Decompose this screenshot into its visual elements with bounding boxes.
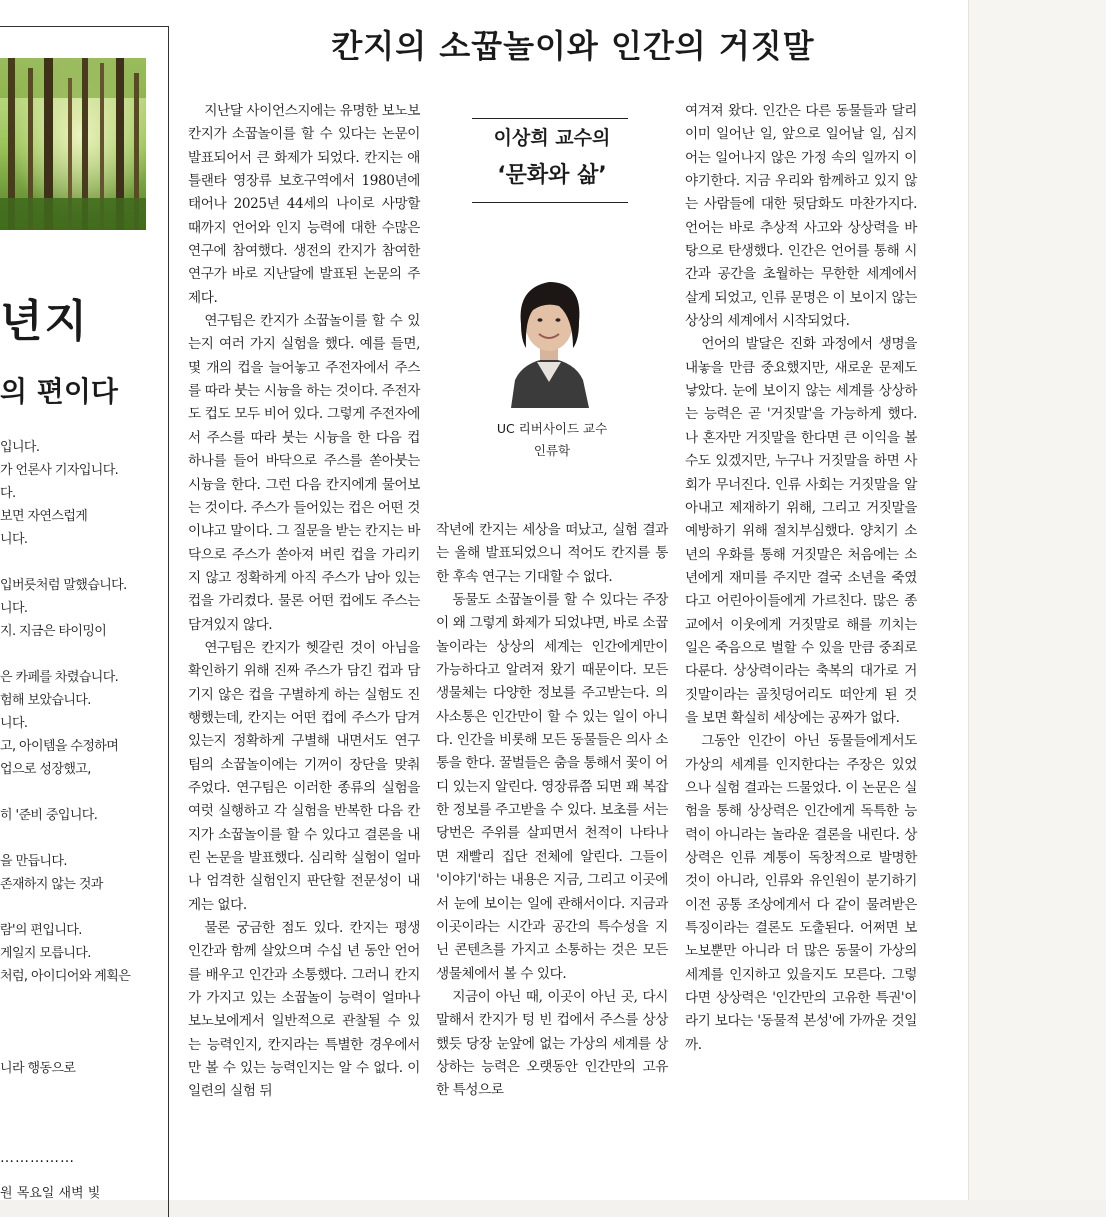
paragraph: 동물도 소꿉놀이를 할 수 있다는 주장이 왜 그렇게 화제가 되었냐면, 바로 소꿉놀이라는 상상의 세계는 인간에게만이 가능하다고 알려져 왔기 때문이다. 모든 생물체는 다양한 정보를 주고받는다. 의사소통은 인간만이 할 수 있는 일이 아니다. 인간을 비롯해 모든 동물들은 의사 소통을 한다. 꿀벌들은 춤을 통해서 꽃이 어디 있는지 알린다. 영장류쯤 되면 꽤 복잡한 정보를 주고받을 수 있다. 보초를 서는 당번은 주위를 살피면서 천적이 나타나면 재빨리 집단 전체에 알린다. 그들이 '이야기'하는 내용은 지금, 그리고 이곳에서 눈에 보이는 일에 관해서이다. 지금과 이곳이라는 시간과 공간의 특수성을 지닌 콘텐츠를 가지고 소통하는 것은 모든 생물체에서 볼 수 있다.	[436, 592, 668, 982]
neighbor-line: 다.	[0, 486, 16, 501]
neighbor-line: 존재하지 않는 것과	[0, 877, 103, 892]
forest-photo	[0, 58, 146, 230]
neighbor-body	[0, 436, 168, 1080]
neighbor-line: 가 언론사 기자입니다.	[0, 463, 119, 478]
neighbor-line	[0, 827, 168, 850]
article-column-2	[436, 519, 668, 1103]
neighbor-line: 처럼, 아이디어와 계획은	[0, 969, 131, 984]
caption-field: 인류학	[533, 443, 571, 458]
page-margin	[968, 0, 1106, 1200]
neighbor-line: 히 '준비 중입니다.	[0, 808, 98, 823]
paragraph: 지금이 아닌 때, 이곳이 아닌 곳, 다시 말해서 칸지가 텅 빈 컵에서 주스를 상상했듯 당장 눈앞에 없는 가상의 세계를 상상하는 능력은 오랫동안 인간만의 고유한 특성으로	[436, 988, 668, 1099]
caption-affiliation: UC 리버사이드 교수	[496, 421, 608, 436]
neighbor-line: 람'의 편입니다.	[0, 923, 82, 938]
neighbor-line: 니다.	[0, 601, 28, 616]
neighbor-line: 은 카페를 차렸습니다.	[0, 670, 119, 685]
header-rule-top	[472, 118, 628, 119]
neighbor-dotted-separator: ……………	[0, 1150, 75, 1166]
neighbor-footer-line: 원 목요일 새벽 빛	[0, 1186, 101, 1201]
portrait-caption	[436, 418, 668, 462]
neighbor-line: 입버릇처럼 말했습니다.	[0, 578, 127, 593]
paragraph: 작년에 칸지는 세상을 떠났고, 실험 결과는 올해 발표되었으니 적어도 칸지를 통한 후속 연구는 기대할 수 없다.	[436, 522, 668, 585]
neighbor-line: 을 만듭니다.	[0, 854, 67, 869]
neighbor-line: 보면 자연스럽게	[0, 509, 88, 524]
article-column-3	[685, 100, 917, 1057]
neighbor-line: 업으로 성장했고,	[0, 762, 91, 777]
neighbor-line	[0, 551, 168, 574]
paragraph: 연구팀은 칸지가 소꿉놀이를 할 수 있는지 여러 가지 실험을 했다. 예를 들면, 몇 개의 컵을 늘어놓고 주전자에서 주스를 따라 붓는 시늉을 하는 것이다. 주전자도 컵도 모두 비어 있다. 그렇게 주전자에서 주스를 따라 붓는 시늉을 한 다음 컵 하나를 들어 바닥으로 주스를 쏟아붓는 시늉을 한다. 그런 다음 칸지에게 물어보는 것이다. 주스가 들어있는 컵은 어떤 것이냐고 말이다. 그 질문을 받는 칸지는 바닥으로 주스가 쏟아져 버린 컵을 가리키지 않고 정확하게 아직 주스가 남아 있는 컵을 가리켰다. 물론 어떤 컵에도 주스는 담겨있지 않다.	[188, 313, 420, 633]
neighbor-line	[0, 643, 168, 666]
paragraph: 연구팀은 칸지가 헷갈린 것이 아님을 확인하기 위해 진짜 주스가 담긴 컵과 담기지 않은 컵을 구별하게 하는 실험도 진행했는데, 칸지는 어떤 컵에 주스가 담겨있는지 정확하게 구별해 내면서도 연구팀의 소꿉놀이에는 기꺼이 장단을 맞춰주었다. 연구팀은 이러한 종류의 실험을 여럿 실행하고 각 실험을 반복한 다음 칸지가 소꿉놀이를 할 수 있다고 결론을 내린 논문을 발표했다. 심리학 실험이 얼마나 엄격한 실험인지 판단할 전문성이 내게는 없다.	[188, 639, 420, 913]
neighbor-line: 니라 행동으로	[0, 1061, 76, 1076]
neighbor-line	[0, 1034, 168, 1057]
series-author: 이상희 교수의	[493, 127, 611, 149]
paragraph: 물론 궁금한 점도 있다. 칸지는 평생 인간과 함께 살았으며 수십 년 동안 언어를 배우고 인간과 소통했다. 그러니 칸지가 가지고 있는 소꿉놀이 능력이 얼마나 보노보에게서 일반적으로 관찰될 수 있는 능력인지, 칸지라는 특별한 경우에서만 볼 수 있는 능력인지는 알 수 없다. 이 일련의 실험 뒤	[188, 920, 420, 1100]
paragraph: 여겨져 왔다. 인간은 다른 동물들과 달리 이미 일어난 일, 앞으로 일어날 일, 심지어는 일어나지 않은 가정 속의 일까지 이야기한다. 지금 우리와 함께하고 있지 않는 사람들에 대한 뒷담화도 마찬가지다. 언어는 바로 추상적 사고와 상상력을 바탕으로 탄생했다. 인간은 언어를 통해 시간과 공간을 초월하는 무한한 세계에서 살게 되었고, 인류 문명은 이 보이지 않는 상상의 세계에서 시작되었다.	[685, 103, 917, 330]
neighbor-line: 게일지 모릅니다.	[0, 946, 91, 961]
neighbor-line	[0, 1011, 168, 1034]
neighbor-subhead: 의 편이다	[0, 375, 118, 408]
neighbor-line: 지. 지금은 타이밍이	[0, 624, 107, 639]
neighbor-headline: 년지	[0, 296, 90, 347]
paragraph: 그동안 인간이 아닌 동물들에게서도 가상의 세계를 인지한다는 주장은 있었으나 실험 결과는 드물었다. 이 논문은 실험을 통해 상상력은 인간에게 독특한 능력이 아니라는 놀라운 결론을 내린다. 상상력은 인류 계통이 독창적으로 발명한 것이 아니라, 인류와 유인원이 분기하기 이전 공통 조상에게서 다 같이 물려받은 특징이라는 결론도 도출된다. 어쩌면 보노보뿐만 아니라 더 많은 동물이 가상의 세계를 인지하고 있을지도 모른다. 그렇다면 상상력은 '인간만의 고유한 특권'이라기 보다는 '동물적 본성'에 가까운 것일까.	[685, 733, 917, 1053]
neighbor-line: 니다.	[0, 532, 28, 547]
neighbor-line: 니다.	[0, 716, 28, 731]
header-rule-bottom	[472, 202, 628, 203]
neighbor-line	[0, 988, 168, 1011]
author-portrait	[493, 258, 605, 408]
article-column-1	[188, 100, 420, 1104]
article-title: 칸지의 소꿉놀이와 인간의 거짓말	[331, 27, 815, 65]
neighbor-line: 험해 보았습니다.	[0, 693, 91, 708]
neighbor-line: 입니다.	[0, 440, 40, 455]
neighbor-line	[0, 781, 168, 804]
column-header-box	[436, 118, 668, 513]
paragraph: 지난달 사이언스지에는 유명한 보노보 칸지가 소꿉놀이를 할 수 있다는 논문이 발표되어서 큰 화제가 되었다. 칸지는 애틀랜타 영장류 보호구역에서 1980년에 태어나 2025년 44세의 나이로 사망할 때까지 언어와 인지 능력에 대한 수많은 연구에 참여했다. 생전의 칸지가 참여한 연구가 바로 지난달에 발표된 논문의 주제다.	[188, 103, 420, 306]
neighbor-line: 고, 아이템을 수정하며	[0, 739, 119, 754]
paragraph: 언어의 발달은 진화 과정에서 생명을 내놓을 만큼 중요했지만, 새로운 문제도 낳았다. 눈에 보이지 않는 세계를 상상하는 능력은 곧 '거짓말'을 가능하게 했다. 나 혼자만 거짓말을 한다면 큰 이익을 볼 수도 있겠지만, 누구나 거짓말을 하면 사회가 무너진다. 인류 사회는 거짓말을 알아내고 제재하기 위해, 그리고 거짓말을 예방하기 위해 절치부심했다. 양치기 소년의 우화를 통해 거짓말은 처음에는 소년에게 재미를 주지만 결국 소년을 죽였다고 어린아이들에게 가르친다. 많은 종교에서 이웃에게 거짓말로 해를 끼치는 일은 죽음으로 벌할 수 있을 만큼 중죄로 다룬다. 상상력이라는 축복의 대가로 거짓말이라는 골칫덩어리도 떠안게 된 것을 보면 확실히 세상에는 공짜가 없다.	[685, 336, 917, 726]
series-title: ‘문화와 삶’	[497, 163, 607, 188]
neighbor-line	[0, 896, 168, 919]
